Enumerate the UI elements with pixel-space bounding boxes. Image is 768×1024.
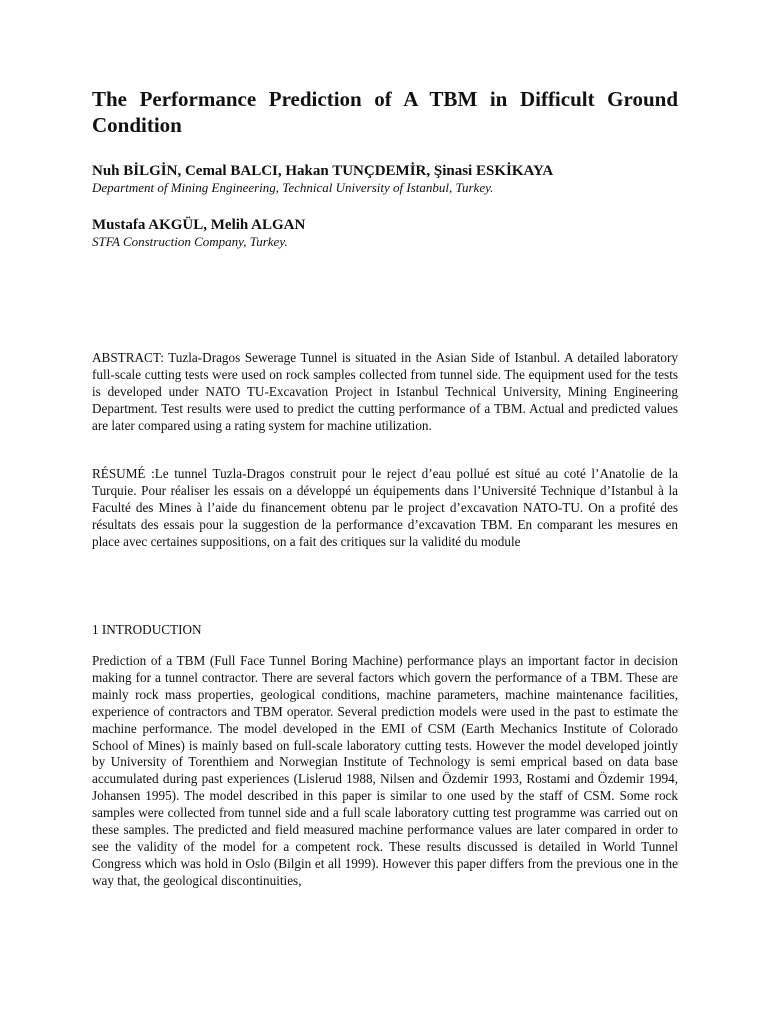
affiliation-1: Department of Mining Engineering, Technical University of Istanbul, Turkey. xyxy=(92,180,494,195)
author-list-2: Mustafa AKGÜL, Melih ALGAN xyxy=(92,217,306,233)
paper-title: The Performance Prediction of A TBM in Difficult Ground Condition xyxy=(92,87,678,137)
resume: RÉSUMÉ :Le tunnel Tuzla-Dragos construit pour le reject d’eau pollué est situé au coté l’Anatolie de la Turquie. Pour réaliser les essais on a développé un équipements dans l’Université Technique d’Istanbul à la Faculté des Mines à l’aide du financement obtenu par le project d’excavation NATO-TU. On a profité des résultats des essais pour la suggestion de la performance d’excavation TBM. En comparant les mesures en place avec certaines suppositions, on a fait des critiques sur la validité du module xyxy=(92,466,678,549)
introduction-body: Prediction of a TBM (Full Face Tunnel Boring Machine) performance plays an important factor in decision making for a tunnel contractor. There are several factors which govern the performance of a TBM. These are mainly rock mass properties, geological conditions, machine parameters, machine maintenance facilities, experience of contractors and TBM operator. Several prediction models were used in the past to estimate the machine performance. The model developed in the EMI of CSM (Earth Mechanics Institute of Colorado School of Mines) is mainly based on full-scale laboratory cutting tests. However the model developed jointly by University of Torenthiem and Norwegian Institute of Technology is semi emprical based on data base accumulated during past experiences (Lislerud 1988, Nilsen and Özdemir 1993, Rostami and Özdemir 1994, Johansen 1995). The model described in this paper is similar to one used by the staff of CSM. Some rock samples were collected from tunnel side and a full scale laboratory cutting test programme was carried out on these samples. The predicted and field measured machine performance values are later compared in order to see the validity of the model for a competent rock. These results discussed is detailed in World Tunnel Congress which was hold in Oslo (Bilgin et all 1999). However this paper differs from the previous one in the way that, the geological discontinuities, xyxy=(92,653,678,888)
affiliation-2: STFA Construction Company, Turkey. xyxy=(92,234,288,249)
section-heading-introduction: 1 INTRODUCTION xyxy=(92,622,202,637)
author-list-1: Nuh BİLGİN, Cemal BALCI, Hakan TUNÇDEMİR, Şinasi ESKİKAYA xyxy=(92,163,554,179)
abstract: ABSTRACT: Tuzla-Dragos Sewerage Tunnel is situated in the Asian Side of Istanbul. A detailed laboratory full-scale cutting tests were used on rock samples collected from tunnel side. The equipment used for the tests is developed under NATO TU-Excavation Project in Istanbul Technical University, Mining Engineering Department. Test results were used to predict the cutting performance of a TBM. Actual and predicted values are later compared using a rating system for machine utilization. xyxy=(92,350,678,433)
